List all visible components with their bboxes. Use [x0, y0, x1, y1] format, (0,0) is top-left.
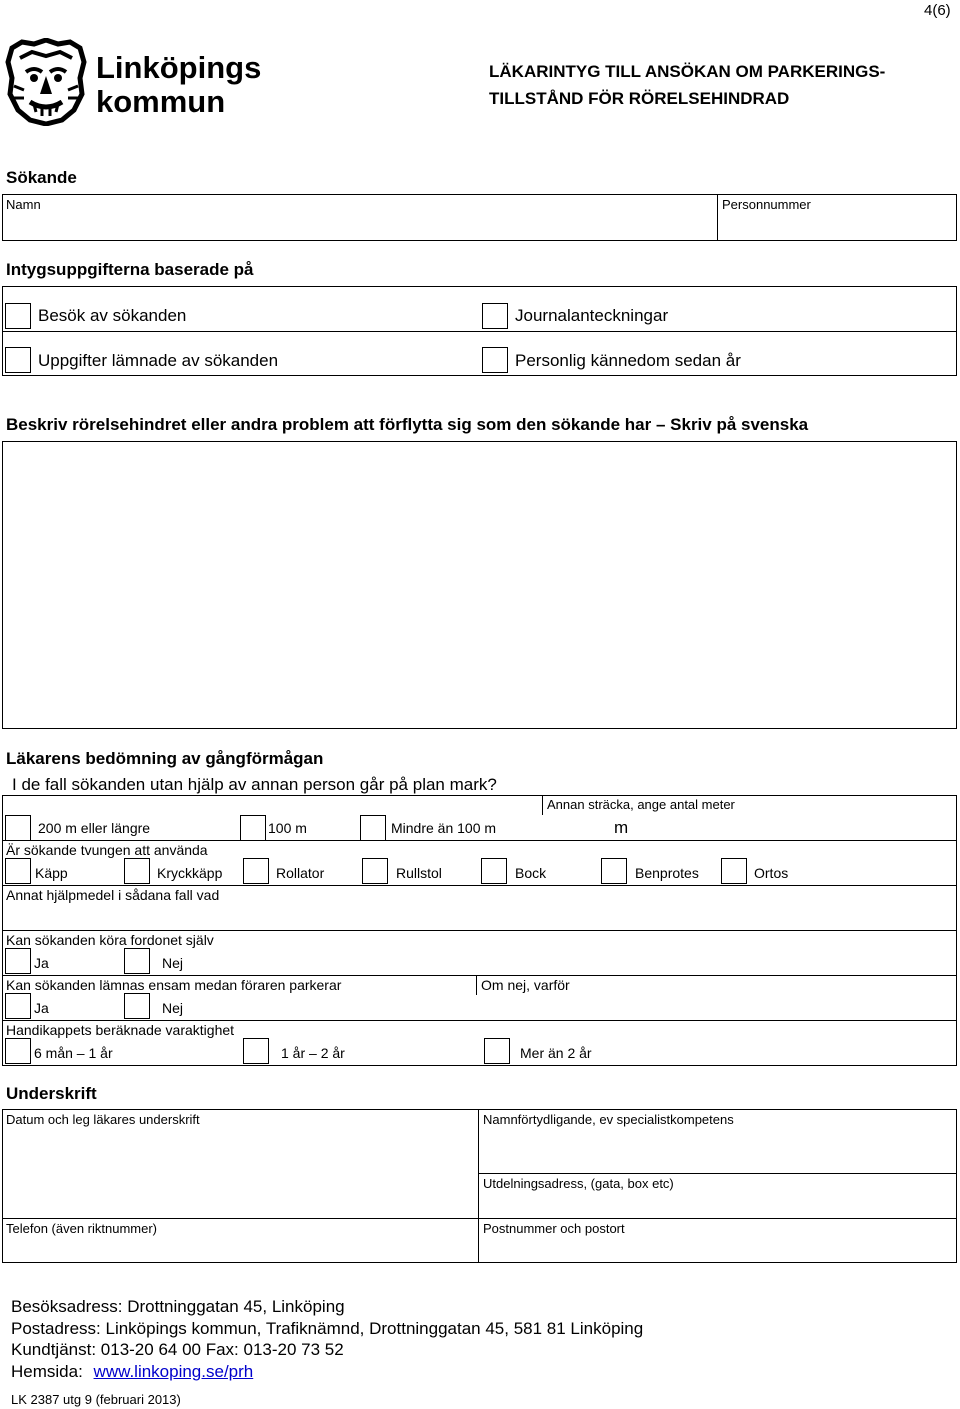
walk-200-checkbox[interactable] [5, 815, 31, 841]
aid-bock-checkbox[interactable] [481, 858, 507, 884]
walk-question: I de fall sökanden utan hjälp av annan person går på plan mark? [12, 775, 497, 794]
duration-3-checkbox[interactable] [484, 1038, 510, 1064]
alone-question: Kan sökanden lämnas ensam medan föraren parkerar [6, 977, 342, 993]
divider [2, 840, 957, 841]
describe-textarea[interactable] [2, 441, 957, 729]
footer-postal-address: Postadress: Linköpings kommun, Trafiknämnd, Drottninggatan 45, 581 81 Linköping [11, 1319, 644, 1338]
drive-no-label: Nej [162, 955, 184, 971]
postal-label: Postnummer och postort [483, 1221, 625, 1236]
other-aids-label: Annat hjälpmedel i sådana fall vad [6, 887, 220, 903]
aid-rollator-label: Rollator [276, 865, 325, 881]
other-distance-label: Annan sträcka, ange antal meter [547, 797, 735, 812]
if-no-label: Om nej, varför [481, 977, 570, 993]
postal-field[interactable] [482, 1238, 952, 1260]
footer-visit-address: Besöksadress: Drottninggatan 45, Linköping [11, 1297, 345, 1316]
divider [2, 1020, 957, 1021]
logo-line2: kommun [96, 84, 226, 119]
if-no-field[interactable] [480, 996, 952, 1018]
duration-1-label: 6 mån – 1 år [34, 1045, 113, 1061]
divider [478, 1109, 479, 1263]
alone-yes-label: Ja [34, 1000, 49, 1016]
visit-label: Besök av sökanden [38, 306, 187, 325]
drive-yes-label: Ja [34, 955, 49, 971]
aid-ortos-label: Ortos [754, 865, 789, 881]
aid-rullstol-checkbox[interactable] [362, 858, 388, 884]
divider [2, 885, 957, 886]
form-id: LK 2387 utg 9 (februari 2013) [11, 1392, 181, 1407]
address-label: Utdelningsadress, (gata, box etc) [483, 1176, 674, 1191]
alone-no-checkbox[interactable] [124, 993, 150, 1019]
alone-yes-checkbox[interactable] [5, 993, 31, 1019]
describe-heading: Beskriv rörelsehindret eller andra problem att förflytta sig som den sökande har – Skriv på svenska [6, 415, 809, 434]
assessment-heading: Läkarens bedömning av gångförmågan [6, 749, 324, 768]
personal-checkbox[interactable] [482, 347, 508, 373]
lion-crest-icon [4, 38, 88, 126]
aid-rollator-checkbox[interactable] [243, 858, 269, 884]
other-distance-field[interactable] [546, 814, 606, 838]
signature-heading: Underskrift [6, 1084, 97, 1103]
aid-benprotes-label: Benprotes [635, 865, 699, 881]
divider [2, 975, 957, 976]
date-sign-field[interactable] [5, 1130, 473, 1214]
aid-kryckkapp-label: Kryckkäpp [157, 865, 223, 881]
aid-benprotes-checkbox[interactable] [601, 858, 627, 884]
divider [478, 1173, 957, 1174]
form-title-line2: TILLSTÅND FÖR RÖRELSEHINDRAD [489, 89, 790, 108]
aid-kapp-checkbox[interactable] [5, 858, 31, 884]
aid-ortos-checkbox[interactable] [721, 858, 747, 884]
duration-question: Handikappets beräknade varaktighet [6, 1022, 235, 1038]
address-field[interactable] [482, 1193, 952, 1215]
page-number: 4(6) [924, 2, 951, 19]
basis-heading: Intygsuppgifterna baserade på [6, 260, 254, 279]
walk-100-label: 100 m [268, 820, 307, 836]
footer-home-label: Hemsida: [11, 1362, 83, 1381]
aids-question: Är sökande tvungen att använda [6, 842, 208, 858]
name-clarification-label: Namnförtydligande, ev specialistkompetens [483, 1112, 734, 1127]
aid-kryckkapp-checkbox[interactable] [124, 858, 150, 884]
walk-less-checkbox[interactable] [360, 815, 386, 841]
aid-kapp-label: Käpp [35, 865, 68, 881]
name-clarification-field[interactable] [482, 1130, 952, 1170]
other-aids-field[interactable] [5, 905, 953, 927]
records-checkbox[interactable] [482, 303, 508, 329]
provided-label: Uppgifter lämnade av sökanden [38, 351, 279, 370]
divider [542, 795, 543, 815]
duration-2-label: 1 år – 2 år [281, 1045, 345, 1061]
logo-line1: Linköpings [96, 50, 262, 85]
homepage-link[interactable]: www.linkoping.se/prh [93, 1362, 254, 1381]
footer-service: Kundtjänst: 013-20 64 00 Fax: 013-20 73 52 [11, 1340, 344, 1359]
duration-1-checkbox[interactable] [5, 1038, 31, 1064]
form-title-line1: LÄKARINTYG TILL ANSÖKAN OM PARKERINGS- [489, 62, 886, 81]
visit-checkbox[interactable] [5, 303, 31, 329]
phone-label: Telefon (även riktnummer) [6, 1221, 157, 1236]
personal-label: Personlig kännedom sedan år [515, 351, 741, 370]
personnummer-field[interactable] [721, 214, 953, 238]
name-field-label: Namn [6, 197, 41, 212]
divider [717, 194, 718, 241]
alone-no-label: Nej [162, 1000, 184, 1016]
divider [2, 331, 957, 332]
duration-3-label: Mer än 2 år [520, 1045, 592, 1061]
meter-unit: m [614, 818, 629, 837]
drive-yes-checkbox[interactable] [5, 948, 31, 974]
aid-rullstol-label: Rullstol [396, 865, 442, 881]
personnummer-field-label: Personnummer [722, 197, 811, 212]
date-sign-label: Datum och leg läkares underskrift [6, 1112, 200, 1127]
divider [476, 975, 477, 995]
provided-checkbox[interactable] [5, 347, 31, 373]
drive-no-checkbox[interactable] [124, 948, 150, 974]
aid-bock-label: Bock [515, 865, 547, 881]
divider [2, 1218, 957, 1219]
drive-question: Kan sökanden köra fordonet själv [6, 932, 214, 948]
records-label: Journalanteckningar [515, 306, 669, 325]
walk-less-label: Mindre än 100 m [391, 820, 497, 836]
walk-200-label: 200 m eller längre [38, 820, 151, 836]
phone-field[interactable] [5, 1238, 473, 1260]
name-field[interactable] [5, 214, 711, 238]
duration-2-checkbox[interactable] [243, 1038, 269, 1064]
walk-100-checkbox[interactable] [240, 815, 266, 841]
applicant-heading: Sökande [6, 168, 77, 187]
